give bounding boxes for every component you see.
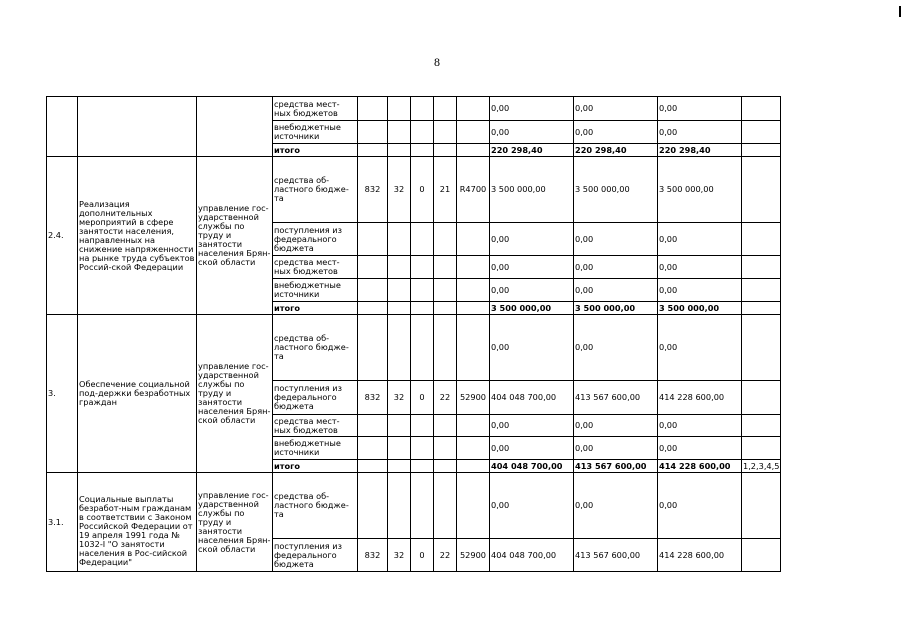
value-2025: 0,00: [490, 437, 574, 460]
value-2026: 413 567 600,00: [574, 381, 658, 415]
value-2025: 0,00: [490, 97, 574, 121]
measure-name: Обеспечение социальной под-держки безработных граждан: [78, 315, 197, 473]
value-2027: 220 298,40: [658, 144, 742, 157]
section-number: 2.4.: [47, 157, 78, 315]
value-2026: 413 567 600,00: [574, 539, 658, 572]
value-2026: 413 567 600,00: [574, 460, 658, 473]
source-cell: внебюджетные источники: [273, 279, 358, 302]
value-2027: 0,00: [658, 415, 742, 437]
value-2027: 0,00: [658, 279, 742, 302]
value-2025: 3 500 000,00: [490, 157, 574, 223]
section-number: 3.: [47, 315, 78, 473]
direction-code: 52900: [457, 381, 490, 415]
source-cell: средства об-ластного бюдже-та: [273, 157, 358, 223]
source-cell: внебюджетные источники: [273, 121, 358, 144]
value-2026: 0,00: [574, 315, 658, 381]
value-2027: 414 228 600,00: [658, 460, 742, 473]
source-cell: средства мест-ных бюджетов: [273, 97, 358, 121]
value-2027: 0,00: [658, 121, 742, 144]
value-2025: 404 048 700,00: [490, 539, 574, 572]
section-number: 3.1.: [47, 473, 78, 572]
table-row: [47, 315, 781, 381]
value-2026: 220 298,40: [574, 144, 658, 157]
source-cell: средства мест-ных бюджетов: [273, 415, 358, 437]
value-2026: 0,00: [574, 121, 658, 144]
gp-code: 32: [388, 381, 411, 415]
value-2027: 0,00: [658, 97, 742, 121]
measure-name: Реализация дополнительных мероприятий в сфере занятости населения, направленных на снижение напряженности на рынке труда субъектов Россий-ской Федерации: [78, 157, 197, 315]
gp-code: 32: [388, 539, 411, 572]
pgp-code: 0: [411, 381, 434, 415]
table-row: [47, 157, 781, 223]
grbs-code: 832: [358, 539, 388, 572]
executor: управление гос-ударственной службы по труду и занятости населения Брян-ской области: [197, 473, 273, 572]
value-2025: 0,00: [490, 223, 574, 256]
value-2027: 0,00: [658, 315, 742, 381]
value-2027: 0,00: [658, 223, 742, 256]
value-2026: 0,00: [574, 473, 658, 539]
source-cell: средства об-ластного бюдже-та: [273, 315, 358, 381]
executor: управление гос-ударственной службы по труду и занятости населения Брян-ской области: [197, 315, 273, 473]
grbs-code: 832: [358, 157, 388, 223]
pgp-code: 0: [411, 539, 434, 572]
value-2027: 3 500 000,00: [658, 157, 742, 223]
value-2027: 0,00: [658, 256, 742, 279]
measure-name: Социальные выплаты безработ-ным гражданам в соответствии с Законом Российской Федерации от 19 апреля 1991 года № 1032-I "О занятости населения в Рос-сийской Федерации": [78, 473, 197, 572]
value-2025: 220 298,40: [490, 144, 574, 157]
source-cell: поступления из федерального бюджета: [273, 223, 358, 256]
source-cell: внебюджетные источники: [273, 437, 358, 460]
value-2026: 0,00: [574, 279, 658, 302]
value-2026: 3 500 000,00: [574, 302, 658, 315]
source-cell: средства об-ластного бюдже-та: [273, 473, 358, 539]
indicators-cell: 1,2,3,4,5: [743, 460, 780, 471]
value-2025: 0,00: [490, 315, 574, 381]
value-2027: 414 228 600,00: [658, 539, 742, 572]
value-2027: 0,00: [658, 473, 742, 539]
value-2025: 3 500 000,00: [490, 302, 574, 315]
scan-edge-mark: [899, 6, 901, 17]
value-2025: 404 048 700,00: [490, 460, 574, 473]
source-cell: средства мест-ных бюджетов: [273, 256, 358, 279]
value-2025: 0,00: [490, 279, 574, 302]
source-cell: итого: [273, 144, 358, 157]
value-2026: 0,00: [574, 223, 658, 256]
direction-code: R4700: [457, 157, 490, 223]
executor: управление гос-ударственной службы по труду и занятости населения Брян-ской области: [197, 157, 273, 315]
value-2026: 0,00: [574, 256, 658, 279]
value-2026: 0,00: [574, 415, 658, 437]
budget-table: [46, 96, 781, 572]
value-2027: 414 228 600,00: [658, 381, 742, 415]
value-2026: 0,00: [574, 437, 658, 460]
source-cell: итого: [273, 302, 358, 315]
value-2027: 0,00: [658, 437, 742, 460]
om-code: 22: [434, 539, 457, 572]
direction-code: 52900: [457, 539, 490, 572]
value-2025: 0,00: [490, 473, 574, 539]
source-cell: поступления из федерального бюджета: [273, 381, 358, 415]
value-2026: 0,00: [574, 97, 658, 121]
table-row: [47, 473, 781, 539]
pgp-code: 0: [411, 157, 434, 223]
om-code: 21: [434, 157, 457, 223]
value-2026: 3 500 000,00: [574, 157, 658, 223]
gp-code: 32: [388, 157, 411, 223]
table-row: [47, 97, 781, 121]
value-2027: 3 500 000,00: [658, 302, 742, 315]
value-2025: 0,00: [490, 415, 574, 437]
source-cell: итого: [273, 460, 358, 473]
om-code: 22: [434, 381, 457, 415]
page-number: 8: [434, 55, 440, 69]
value-2025: 0,00: [490, 121, 574, 144]
value-2025: 404 048 700,00: [490, 381, 574, 415]
source-cell: поступления из федерального бюджета: [273, 539, 358, 572]
value-2025: 0,00: [490, 256, 574, 279]
grbs-code: 832: [358, 381, 388, 415]
